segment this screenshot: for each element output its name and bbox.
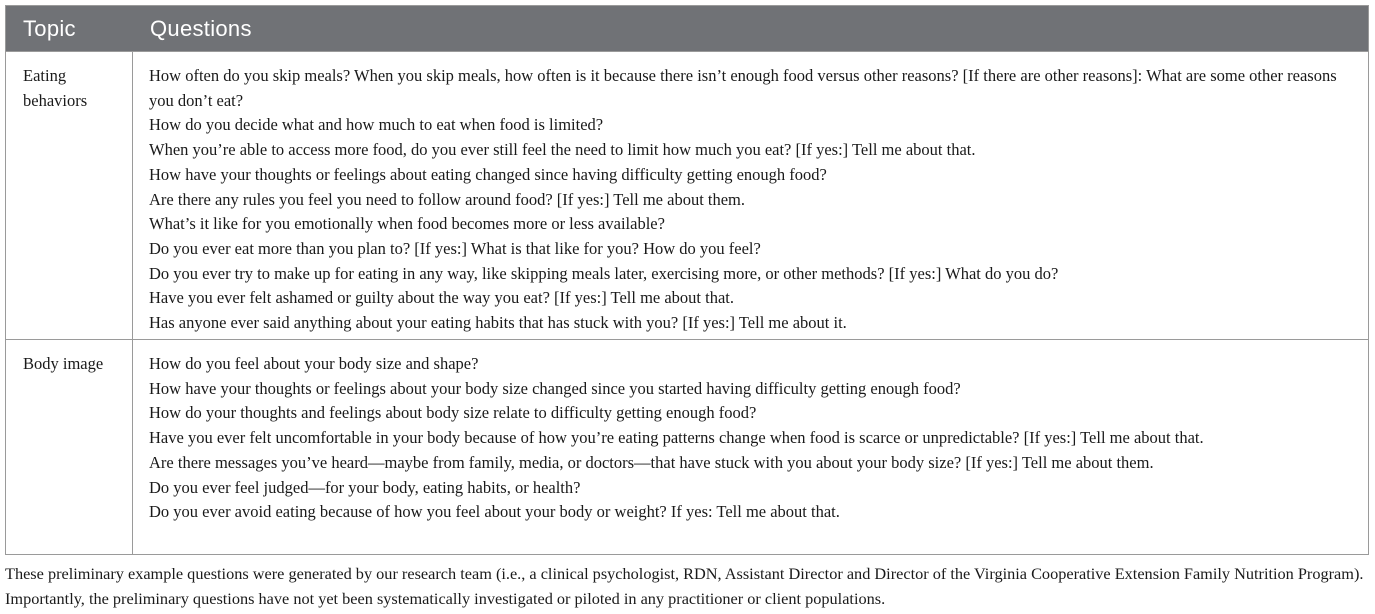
question-item: How do you decide what and how much to eat when food is limited? — [149, 115, 604, 135]
table-header — [6, 6, 1368, 51]
question-item: Do you ever avoid eating because of how you feel about your body or weight? If yes: Tell me about that. — [149, 502, 840, 522]
question-item: Do you ever try to make up for eating in any way, like skipping meals later, exercising more, or other methods? [If yes:] What do you do? — [149, 263, 1059, 283]
table-footnote: These preliminary example questions were generated by our research team (i.e., a clinical psychologist, RDN, Assistant Director and Director of the Virginia Cooperative Extension Family Nutrition Program). Importantly, the preliminary questions have not yet been systematically investigated or piloted in any practitioner or client populations. — [5, 564, 1364, 608]
questions-table — [5, 5, 1369, 555]
question-item: How do your thoughts and feelings about body size relate to difficulty getting enough food? — [149, 403, 757, 423]
question-item: How often do you skip meals? When you skip meals, how often is it because there isn’t enough food versus other reasons? [If there are other reasons]: What are some other reasons you don’t eat? — [149, 66, 1337, 110]
header-questions: Questions — [150, 15, 252, 41]
question-item: Have you ever felt uncomfortable in your body because of how you’re eating patterns change when food is scarce or unpredictable? [If yes:] Tell me about that. — [149, 428, 1204, 448]
question-item: When you’re able to access more food, do you ever still feel the need to limit how much you eat? [If yes:] Tell me about that. — [149, 140, 976, 160]
question-item: Do you ever eat more than you plan to? [If yes:] What is that like for you? How do you feel? — [149, 238, 761, 258]
topic-cell: Eating behaviors — [6, 52, 133, 339]
question-item: Are there messages you’ve heard—maybe from family, media, or doctors—that have stuck with you about your body size? [If yes:] Tell me about them. — [149, 452, 1154, 472]
question-item: Do you ever feel judged—for your body, eating habits, or health? — [149, 477, 581, 497]
table-row-body-image — [6, 339, 1368, 554]
question-item: How do you feel about your body size and shape? — [149, 354, 479, 373]
questions-cell — [133, 52, 1368, 339]
question-item: How have your thoughts or feelings about eating changed since having difficulty getting enough food? — [149, 164, 827, 184]
header-topic: Topic — [23, 15, 76, 41]
question-item: Has anyone ever said anything about your eating habits that has stuck with you? [If yes:] Tell me about it. — [149, 313, 847, 333]
question-item: Have you ever felt ashamed or guilty about the way you eat? [If yes:] Tell me about that. — [149, 288, 735, 308]
question-item: Are there any rules you feel you need to follow around food? [If yes:] Tell me about them. — [149, 189, 746, 209]
question-item: What’s it like for you emotionally when food becomes more or less available? — [149, 214, 665, 234]
table-row-eating-behaviors — [6, 51, 1368, 339]
questions-cell — [133, 340, 1368, 554]
question-item: How have your thoughts or feelings about your body size changed since you started having difficulty getting enough food? — [149, 378, 961, 398]
topic-cell: Body image — [6, 340, 133, 554]
